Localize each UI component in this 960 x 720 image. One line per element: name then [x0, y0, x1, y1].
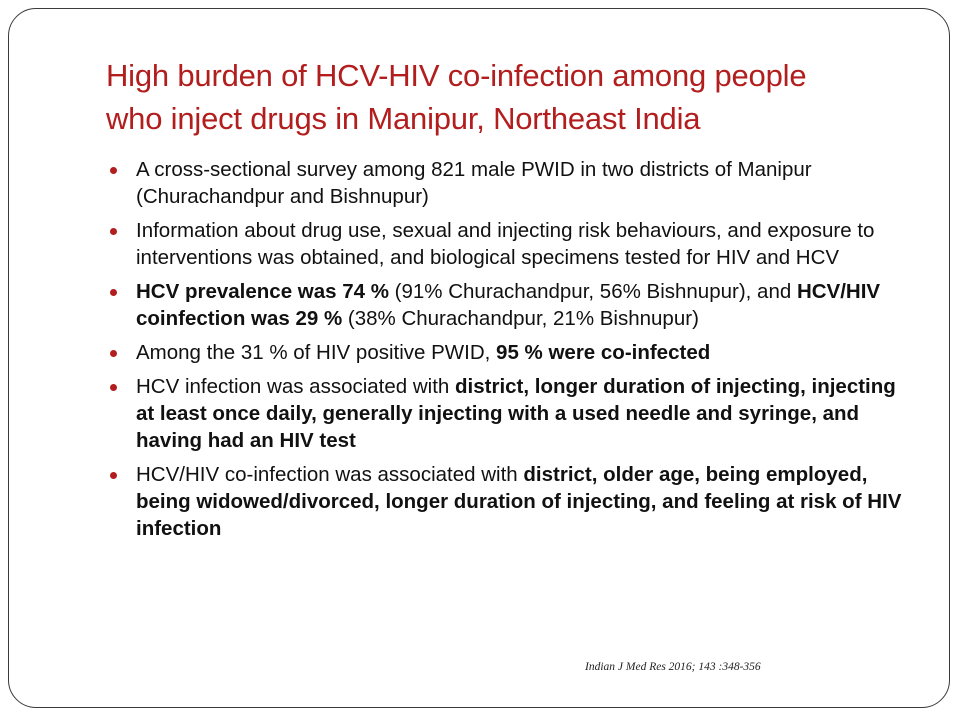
slide-title-line-1: High burden of HCV-HIV co-infection among people [106, 58, 807, 93]
bullet-item-coinfection-associations [110, 461, 910, 542]
bullet-item-hcv-associations [110, 373, 910, 454]
citation: Indian J Med Res 2016; 143 :348-356 [585, 661, 761, 673]
bullet-dot-icon [110, 384, 117, 391]
bullet-text: Among the 31 % of HIV positive PWID, 95 % were co-infected [136, 341, 711, 364]
bullet-item-data-collection [110, 217, 910, 271]
bullet-dot-icon [110, 350, 117, 357]
bullet-item-coinfection-share [110, 339, 910, 366]
bullet-text: Information about drug use, sexual and injecting risk behaviours, and exposure to interventions was obtained, and biological specimens tested for HIV and HCV [136, 219, 875, 269]
slide-title-line-2: who inject drugs in Manipur, Northeast India [106, 101, 701, 136]
bullet-text: A cross-sectional survey among 821 male PWID in two districts of Manipur (Churachandpur and Bishnupur) [136, 158, 812, 208]
bullet-dot-icon [110, 289, 117, 296]
bullet-text: HCV prevalence was 74 % (91% Churachandpur, 56% Bishnupur), and HCV/HIV coinfection was 29 % (38% Churachandpur, 21% Bishnupur) [136, 280, 881, 330]
bullet-dot-icon [110, 228, 117, 235]
bullet-dot-icon [110, 472, 117, 479]
bullet-dot-icon [110, 167, 117, 174]
bullet-item-study-design [110, 156, 910, 210]
bullet-text: HCV infection was associated with district, longer duration of injecting, injecting at least once daily, generally injecting with a used needle and syringe, and having had an HIV test [136, 375, 896, 452]
slide-title [106, 54, 926, 140]
bullet-item-prevalence [110, 278, 910, 332]
bullet-text: HCV/HIV co-infection was associated with district, older age, being employed, being widowed/divorced, longer duration of injecting, and feeling at risk of HIV infection [136, 463, 902, 540]
bullet-list [110, 156, 910, 549]
